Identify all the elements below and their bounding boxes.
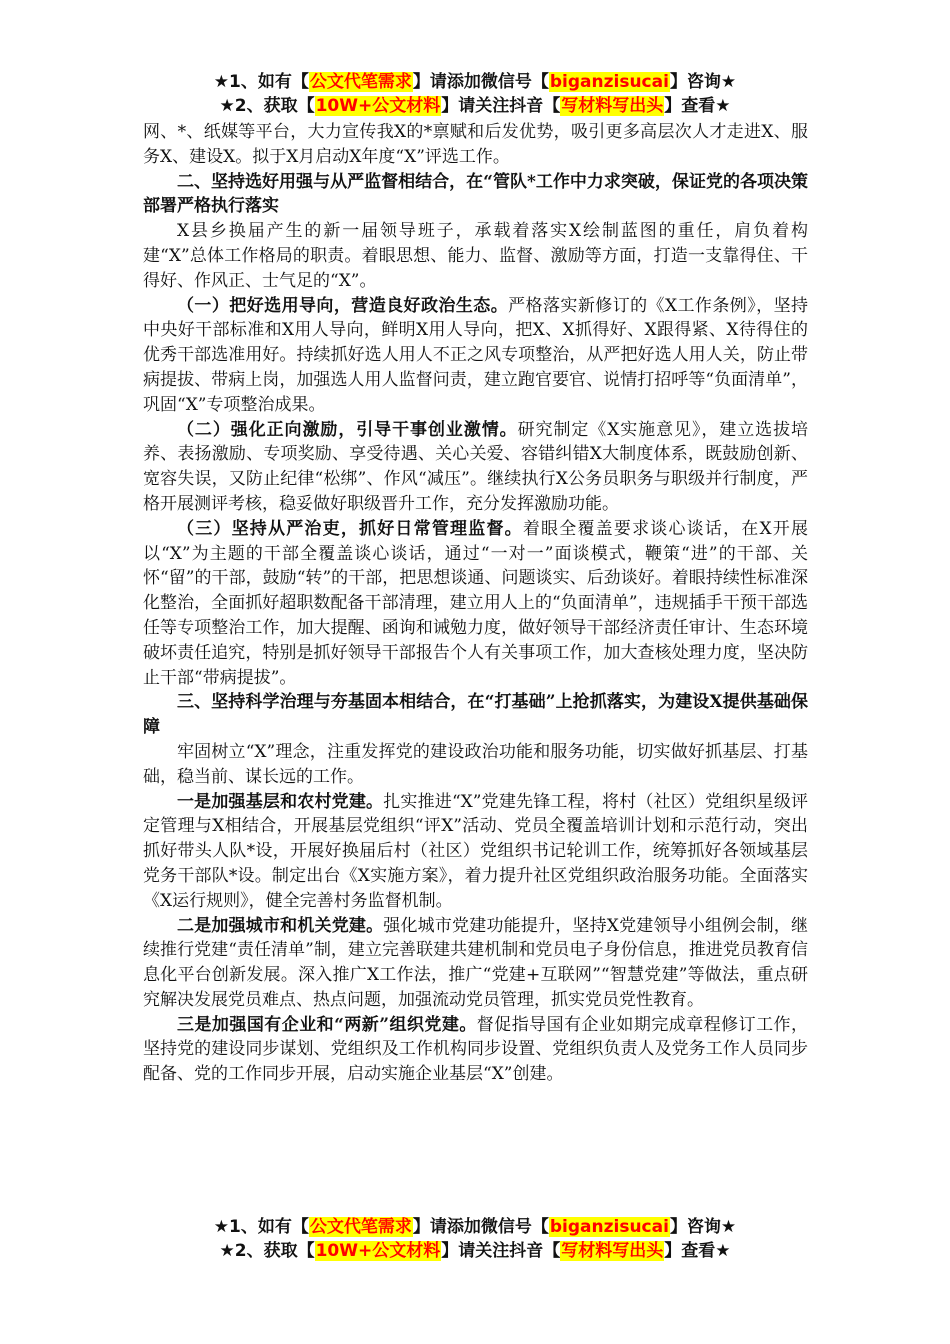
subsection-paragraph	[143, 790, 808, 914]
subsection-text: 着眼全覆盖要求谈心谈话，在X开展以“X”为主题的干部全覆盖谈心谈话，通过“一对一”面谈模式，鞭策“进”的干部、关怀“留”的干部，鼓励“转”的干部，把思想谈通、问题谈实、后劲谈好。着眼持续性标准深化整治，全面抓好超职数配备干部清理，建立用人上的“负面清单”，违规插手干预干部选任等专项整治工作，加大提醒、函询和诫勉力度，做好领导干部经济责任审计、生态环境破坏责任追究，特别是抓好领导干部报告个人有关事项工作，加大查核处理力度，坚决防止干部“带病提拔”。	[143, 518, 809, 688]
header-banner	[0, 70, 950, 118]
banner-text: 】请关注抖音【	[441, 96, 561, 116]
banner-text: ★2、获取【	[219, 1241, 315, 1261]
banner-text: ★2、获取【	[219, 96, 315, 116]
subsection-paragraph	[143, 294, 808, 418]
highlight-douyin-id: 写材料写出头	[561, 1241, 664, 1261]
banner-text: 】查看★	[664, 96, 731, 116]
subsection-title: 二是加强城市和机关党建。	[177, 915, 384, 936]
banner-text: ★1、如有【	[213, 72, 309, 92]
banner-text: 】请添加微信号【	[412, 1217, 549, 1237]
subsection-title: （三）坚持从严治吏，抓好日常管理监督。	[177, 518, 523, 539]
banner-text: ★1、如有【	[213, 1217, 309, 1237]
banner-text: 】请添加微信号【	[412, 72, 549, 92]
subsection-paragraph	[143, 418, 808, 517]
highlight-wechat-id: biganzisucai	[549, 1217, 669, 1237]
banner-line-1	[0, 70, 950, 94]
banner-line-2	[0, 1239, 950, 1263]
highlight-text: 10W+公文材料	[315, 1241, 441, 1261]
banner-line-1	[0, 1215, 950, 1239]
section-heading: 三、坚持科学治理与夯基固本相结合，在“打基础”上抢抓落实，为建设X提供基础保障	[143, 692, 808, 738]
paragraph: X县乡换届产生的新一届领导班子，承载着落实X绘制蓝图的重任，肩负着构建“X”总体工作格局的职责。着眼思想、能力、监督、激励等方面，打造一支靠得住、干得好、作风正、士气足的“X”。	[143, 221, 808, 291]
document-body	[143, 120, 808, 1087]
subsection-text: 扎实推进“X”党建先锋工程，将村（社区）党组织星级评定管理与X相结合，开展基层党组织“评X”活动、党员全覆盖培训计划和示范行动，突出抓好带头人队*设，开展好换届后村（社区）党组织书记轮训工作，统筹抓好各领域基层党务干部队*设。制定出台《X实施方案》，着力提升社区党组织政治服务功能。全面落实《X运行规则》，健全完善村务监督机制。	[143, 791, 808, 911]
banner-text: 】咨询★	[669, 72, 737, 92]
banner-text: 】请关注抖音【	[441, 1241, 561, 1261]
highlight-douyin-id: 写材料写出头	[561, 96, 664, 116]
subsection-title: 三是加强国有企业和“两新”组织党建。	[177, 1014, 477, 1035]
subsection-text: 严格落实新修订的《X工作条例》，坚持中央好干部标准和X用人导向，鲜明X用人导向，把X、X抓得好、X跟得紧、X待得住的优秀干部选准用好。持续抓好选人用人不正之风专项整治，从严把好选人用人关，防止带病提拔、带病上岗，加强选人用人监督问责，建立跑官要官、说情打招呼等“负面清单”，巩固“X”专项整治成果。	[143, 295, 808, 415]
subsection-text: 督促指导国有企业如期完成章程修订工作，坚持党的建设同步谋划、党组织及工作机构同步设置、党组织负责人及党务工作人员同步配备、党的工作同步开展，启动实施企业基层“X”创建。	[143, 1014, 808, 1085]
highlight-wechat-id: biganzisucai	[549, 72, 669, 92]
subsection-paragraph	[143, 517, 808, 691]
highlight-text: 10W+公文材料	[315, 96, 441, 116]
banner-line-2	[0, 94, 950, 118]
subsection-title: 一是加强基层和农村党建。	[177, 791, 384, 812]
paragraph: 网、*、纸媒等平台，大力宣传我X的*禀赋和后发优势，吸引更多高层次人才走进X、服务X、建设X。拟于X月启动X年度“X”评选工作。	[143, 122, 808, 167]
highlight-text: 公文代笔需求	[309, 72, 412, 92]
highlight-text: 公文代笔需求	[309, 1217, 412, 1237]
footer-banner	[0, 1215, 950, 1263]
subsection-title: （一）把好选用导向，营造良好政治生态。	[177, 295, 509, 316]
paragraph: 牢固树立“X”理念，注重发挥党的建设政治功能和服务功能，切实做好抓基层、打基础，稳当前、谋长远的工作。	[143, 741, 808, 787]
subsection-paragraph	[143, 914, 808, 1013]
banner-text: 】咨询★	[669, 1217, 737, 1237]
subsection-title: （二）强化正向激励，引导干事创业激情。	[177, 419, 518, 440]
subsection-paragraph	[143, 1013, 808, 1087]
section-heading: 二、坚持选好用强与从严监督相结合，在“管队*工作中力求突破，保证党的各项决策部署严格执行落实	[143, 171, 808, 217]
banner-text: 】查看★	[664, 1241, 731, 1261]
subsection-text: 强化城市党建功能提升，坚持X党建领导小组例会制，继续推行党建“责任清单”制，建立完善联建共建机制和党员电子身份信息，推进党员教育信息化平台创新发展。深入推广X工作法，推广“党建+互联网”“智慧党建”等做法，重点研究解决发展党员难点、热点问题，加强流动党员管理，抓实党员党性教育。	[143, 915, 808, 1010]
subsection-text: 研究制定《X实施意见》，建立选拔培养、表扬激励、专项奖励、享受待遇、关心关爱、容错纠错X大制度体系，既鼓励创新、宽容失误，又防止纪律“松绑”、作风“减压”。继续执行X公务员职务与职级并行制度，严格开展测评考核，稳妥做好职级晋升工作，充分发挥激励功能。	[143, 419, 809, 514]
